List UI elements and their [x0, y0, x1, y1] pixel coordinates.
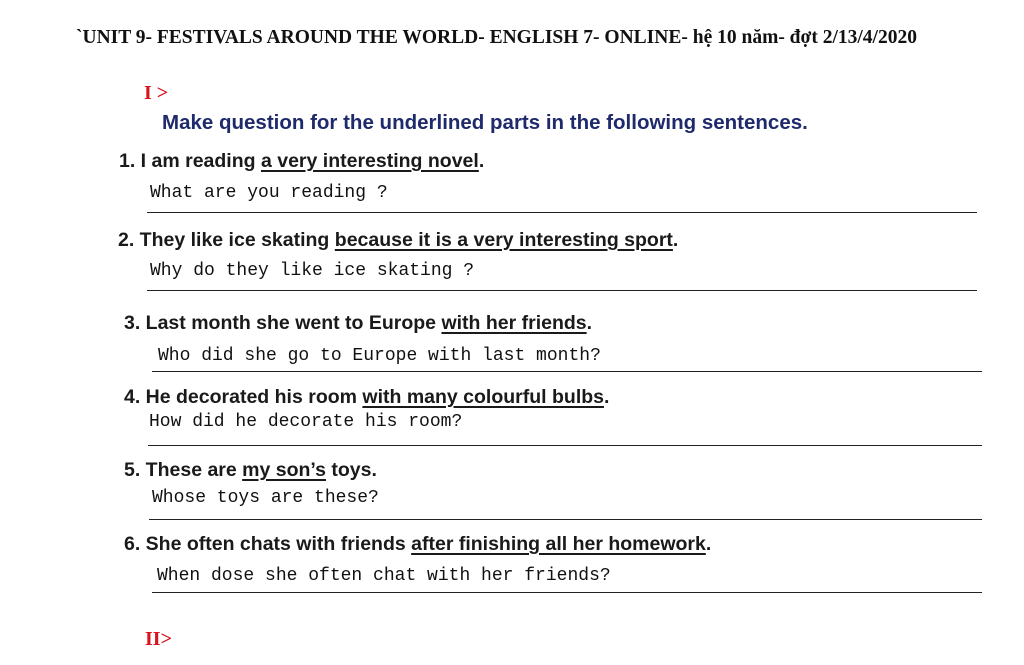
- question-5: [124, 459, 377, 482]
- exercise-instruction: Make question for the underlined parts in the following sentences.: [162, 111, 808, 134]
- question-4-end: .: [604, 386, 610, 408]
- question-2-end: .: [672, 229, 679, 251]
- answer-1[interactable]: What are you reading ?: [150, 183, 388, 203]
- section-two-label: II>: [145, 628, 172, 650]
- question-2-text: 2. They like ice skating: [118, 229, 335, 251]
- question-1-text: 1. I am reading: [119, 150, 261, 172]
- answer-line-2: [147, 290, 977, 291]
- question-3-end: .: [586, 312, 593, 334]
- question-1-underlined: a very interesting novel: [260, 150, 479, 172]
- question-3: [124, 312, 592, 335]
- answer-line-1: [147, 212, 977, 213]
- question-3-underlined: with her friends: [441, 312, 587, 334]
- worksheet-title: `UNIT 9- FESTIVALS AROUND THE WORLD- ENGLISH 7- ONLINE- hệ 10 năm- đợt 2/13/4/2020: [76, 27, 917, 48]
- question-4: [124, 386, 609, 409]
- answer-line-5: [149, 519, 982, 520]
- question-2-underlined: because it is a very interesting sport: [334, 229, 673, 251]
- answer-4[interactable]: How did he decorate his room?: [149, 412, 463, 432]
- section-one-label: I >: [144, 82, 169, 104]
- question-1: [119, 150, 484, 173]
- question-3-text: 3. Last month she went to Europe: [124, 312, 442, 334]
- answer-line-3: [152, 371, 982, 372]
- answer-line-4: [148, 445, 982, 446]
- question-6-underlined: after finishing all her homework: [411, 533, 706, 555]
- question-6-text: 6. She often chats with friends: [124, 533, 412, 555]
- question-4-text: 4. He decorated his room: [124, 386, 363, 408]
- question-5-underlined: my son’s: [242, 459, 326, 481]
- answer-line-6: [152, 592, 982, 593]
- question-2: [118, 229, 678, 252]
- question-5-text: 5. These are: [124, 459, 243, 481]
- question-4-underlined: with many colourful bulbs: [362, 386, 604, 408]
- answer-6[interactable]: When dose she often chat with her friends?: [157, 566, 611, 586]
- question-5-end: toys.: [325, 459, 377, 481]
- question-6: [124, 533, 711, 556]
- question-1-end: .: [478, 150, 485, 172]
- answer-2[interactable]: Why do they like ice skating ?: [150, 261, 475, 281]
- question-6-end: .: [705, 533, 712, 555]
- answer-3[interactable]: Who did she go to Europe with last month?: [158, 346, 601, 366]
- answer-5[interactable]: Whose toys are these?: [152, 488, 379, 508]
